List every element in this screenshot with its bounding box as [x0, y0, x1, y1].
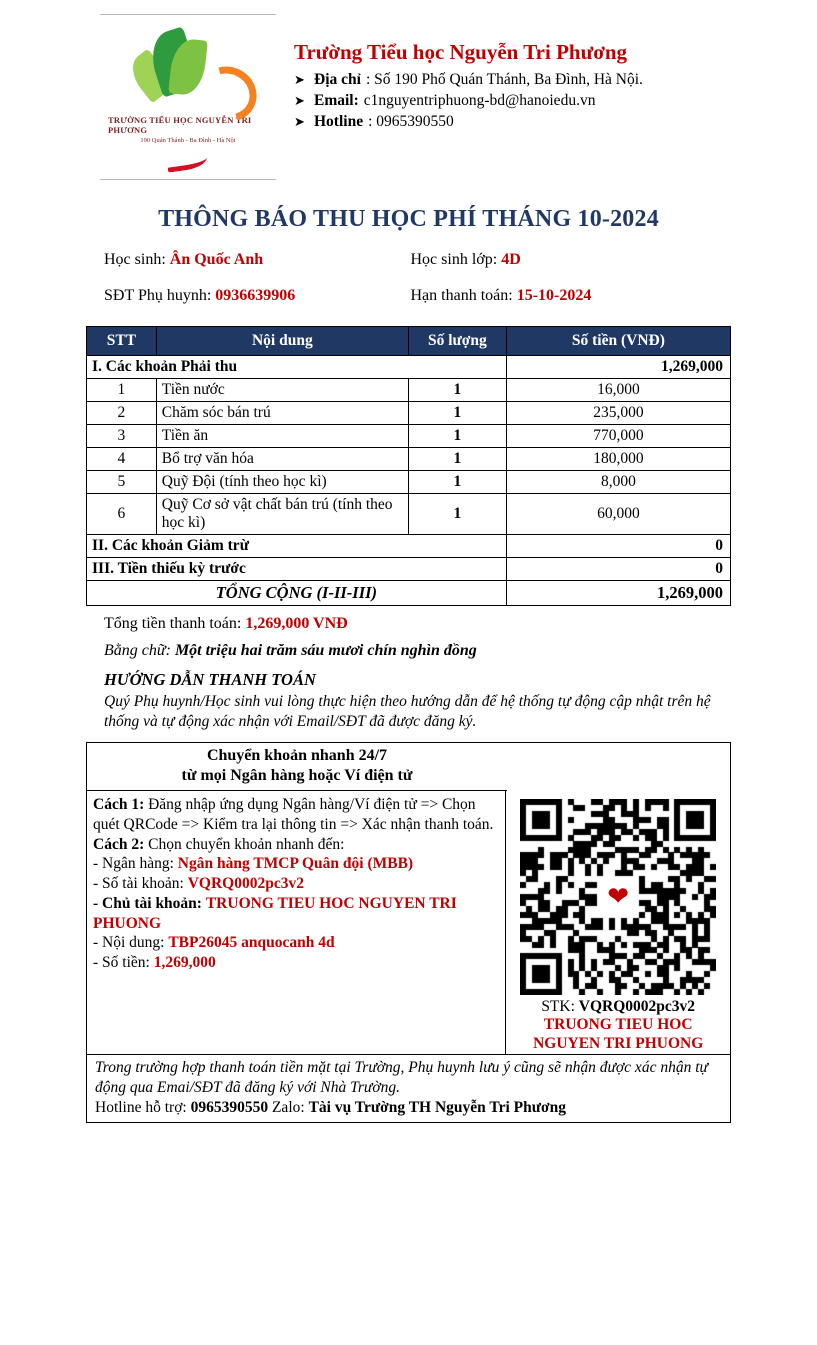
footer-hotline-row [95, 1098, 724, 1118]
row-soluong: 1 [408, 379, 506, 402]
qr-owner-line1: TRUONG TIEU HOC [543, 1016, 693, 1034]
address-value: : Số 190 Phố Quán Thánh, Ba Đình, Hà Nội. [365, 71, 643, 88]
due-date-row [411, 285, 718, 307]
footer-hotline-label: Hotline hỗ trợ: [95, 1098, 187, 1116]
section2-label: II. Các khoản Giảm trừ [87, 535, 507, 558]
row-sotien: 235,000 [506, 402, 730, 425]
row-noidung: Chăm sóc bán trú [156, 402, 408, 425]
payment-box-footer [87, 1054, 730, 1122]
row-sotien: 60,000 [506, 494, 730, 535]
row-noidung: Quỹ Đội (tính theo học kì) [156, 471, 408, 494]
payment-box [86, 742, 731, 1123]
qr-owner-line2: NGUYEN TRI PHUONG [533, 1035, 704, 1053]
owner-label: - Chủ tài khoản: [93, 894, 202, 912]
hotline-label: Hotline [314, 113, 364, 130]
row-noidung: Tiền nước [156, 379, 408, 402]
parent-phone-row [104, 285, 411, 307]
table-row [87, 494, 731, 535]
payment-way2 [93, 835, 499, 855]
table-row [87, 402, 731, 425]
row-sotien: 770,000 [506, 425, 730, 448]
student-name-label: Học sinh: [104, 251, 166, 268]
student-class-row [411, 249, 718, 271]
footer-note: Trong trường hợp thanh toán tiền mặt tại Trường, Phụ huynh lưu ý cũng sẽ nhận được xác nhận tự động qua Emai/SĐT đã đăng ký với Nhà Trường. [95, 1058, 708, 1096]
row-sotien: 180,000 [506, 448, 730, 471]
table-row [87, 379, 731, 402]
qr-panel [506, 791, 730, 1053]
document-header [0, 0, 817, 180]
row-stt: 3 [87, 425, 157, 448]
payment-way1 [93, 795, 499, 834]
header-noidung: Nội dung [156, 327, 408, 356]
arrow-bullet-icon: ➤ [294, 72, 305, 87]
arrow-bullet-icon: ➤ [294, 114, 305, 129]
row-noidung: Quỹ Cơ sở vật chất bán trú (tính theo học kì) [156, 494, 408, 535]
row-soluong: 1 [408, 402, 506, 425]
logo-address-text: 190 Quán Thánh - Ba Đình - Hà Nội [140, 137, 236, 144]
amount-in-words-row [104, 642, 817, 660]
row-soluong: 1 [408, 494, 506, 535]
content-label: - Nội dung: [93, 934, 165, 952]
row-stt: 1 [87, 379, 157, 402]
logo-artwork [113, 27, 263, 119]
table-section-row [87, 356, 731, 379]
heart-icon: ❤ [607, 882, 630, 912]
footer-zalo-label: Zalo: [271, 1098, 305, 1116]
amount-in-words-label: Bằng chữ: [104, 642, 171, 660]
student-class-value: 4D [501, 251, 521, 268]
summary-block [0, 615, 817, 732]
school-info [294, 14, 643, 134]
table-section-row [87, 535, 731, 558]
row-sotien: 16,000 [506, 379, 730, 402]
row-stt: 4 [87, 448, 157, 471]
student-class-label: Học sinh lớp: [410, 251, 498, 268]
section2-amount: 0 [506, 535, 730, 558]
amount-label: - Số tiền: [93, 953, 150, 971]
table-header-row [87, 327, 731, 356]
total-label: TỔNG CỘNG (I-II-III) [87, 581, 507, 606]
row-soluong: 1 [408, 425, 506, 448]
row-noidung: Tiền ăn [156, 425, 408, 448]
logo-swoosh-icon [167, 150, 209, 166]
payment-amount-row [93, 953, 499, 973]
payment-box-header [87, 743, 507, 791]
row-soluong: 1 [408, 448, 506, 471]
row-soluong: 1 [408, 471, 506, 494]
account-value: VQRQ0002pc3v2 [187, 875, 304, 893]
way1-text: Đăng nhập ứng dụng Ngân hàng/Ví điện tử => Chọn quét QRCode => Kiểm tra lại thông tin => Xác nhận thanh toán. [93, 796, 494, 834]
school-hotline-line [294, 113, 643, 131]
header-soluong: Số lượng [408, 327, 506, 356]
section1-label: I. Các khoản Phải thu [87, 356, 507, 379]
qr-stk-label: STK: [541, 998, 575, 1016]
amount-in-words-value: Một triệu hai trăm sáu mươi chín nghìn đồng [174, 642, 477, 660]
table-row [87, 448, 731, 471]
payment-bank-row [93, 854, 499, 874]
guide-text: Quý Phụ huynh/Học sinh vui lòng thực hiện theo hướng dẫn để hệ thống tự động cập nhật trên hệ thống và tự động xác nhận với Email/SĐT đã được đăng ký. [104, 693, 711, 731]
row-noidung: Bổ trợ văn hóa [156, 448, 408, 471]
parent-phone-label: SĐT Phụ huynh: [104, 286, 212, 304]
school-address-line [294, 71, 643, 89]
way2-text: Chọn chuyển khoản nhanh đến: [148, 835, 345, 853]
section3-amount: 0 [506, 558, 730, 581]
footer-zalo-value: Tài vụ Trường TH Nguyễn Tri Phương [308, 1098, 566, 1116]
footer-hotline-value: 0965390550 [190, 1098, 269, 1116]
page-title: THÔNG BÁO THU HỌC PHÍ THÁNG 10-2024 [158, 206, 659, 232]
logo-school-text: TRƯỜNG TIỂU HỌC NGUYỄN TRI PHƯƠNG [108, 115, 252, 135]
due-date-label: Hạn thanh toán: [410, 286, 513, 304]
row-stt: 5 [87, 471, 157, 494]
content-value: TBP26045 anquocanh 4d [168, 934, 335, 952]
school-name: Trường Tiểu học Nguyễn Tri Phương [294, 40, 627, 64]
way2-label: Cách 2: [93, 835, 145, 853]
due-date-value: 15-10-2024 [516, 286, 592, 304]
fees-table [86, 326, 731, 606]
payment-head-line1: Chuyển khoản nhanh 24/7 [206, 747, 388, 765]
parent-phone-value: 0936639906 [215, 286, 296, 304]
bank-value: Ngân hàng TMCP Quân đội (MBB) [177, 855, 414, 873]
arrow-bullet-icon: ➤ [294, 93, 305, 108]
payment-account-row [93, 874, 499, 894]
table-section-row [87, 558, 731, 581]
student-name-value: Ân Quốc Anh [169, 251, 264, 268]
guide-title: HƯỚNG DẪN THANH TOÁN [104, 670, 316, 690]
qr-stk-value: VQRQ0002pc3v2 [578, 998, 696, 1016]
header-stt: STT [87, 327, 157, 356]
table-total-row [87, 581, 731, 606]
section1-amount: 1,269,000 [506, 356, 730, 379]
row-stt: 2 [87, 402, 157, 425]
payment-content-row [93, 933, 499, 953]
way1-label: Cách 1: [93, 796, 145, 814]
table-row [87, 425, 731, 448]
bank-label: - Ngân hàng: [93, 855, 174, 873]
email-label: Email: [314, 92, 359, 109]
email-value: c1nguyentriphuong-bd@hanoiedu.vn [363, 92, 596, 109]
qr-account-line [541, 998, 695, 1016]
section3-label: III. Tiền thiếu kỳ trước [87, 558, 507, 581]
student-info [0, 249, 817, 320]
school-logo [100, 14, 276, 180]
account-label: - Số tài khoản: [93, 875, 184, 893]
table-row [87, 471, 731, 494]
student-name-row [104, 249, 411, 271]
total-payment-row [104, 615, 817, 633]
amount-value: 1,269,000 [153, 953, 216, 971]
address-label: Địa chỉ [314, 71, 361, 88]
total-amount: 1,269,000 [506, 581, 730, 606]
total-payment-label: Tổng tiền thanh toán: [104, 615, 242, 633]
payment-instructions [87, 791, 506, 1053]
payment-owner-row [93, 894, 499, 933]
payment-head-line2: từ mọi Ngân hàng hoặc Ví điện tử [181, 767, 413, 785]
row-stt: 6 [87, 494, 157, 535]
row-sotien: 8,000 [506, 471, 730, 494]
school-email-line [294, 92, 643, 110]
hotline-value: : 0965390550 [368, 113, 454, 130]
owner-value: TRUONG TIEU HOC NGUYEN TRI PHUONG [93, 894, 457, 932]
total-payment-value: 1,269,000 VNĐ [245, 615, 348, 633]
header-sotien: Số tiền (VNĐ) [506, 327, 730, 356]
qr-code [520, 799, 716, 995]
